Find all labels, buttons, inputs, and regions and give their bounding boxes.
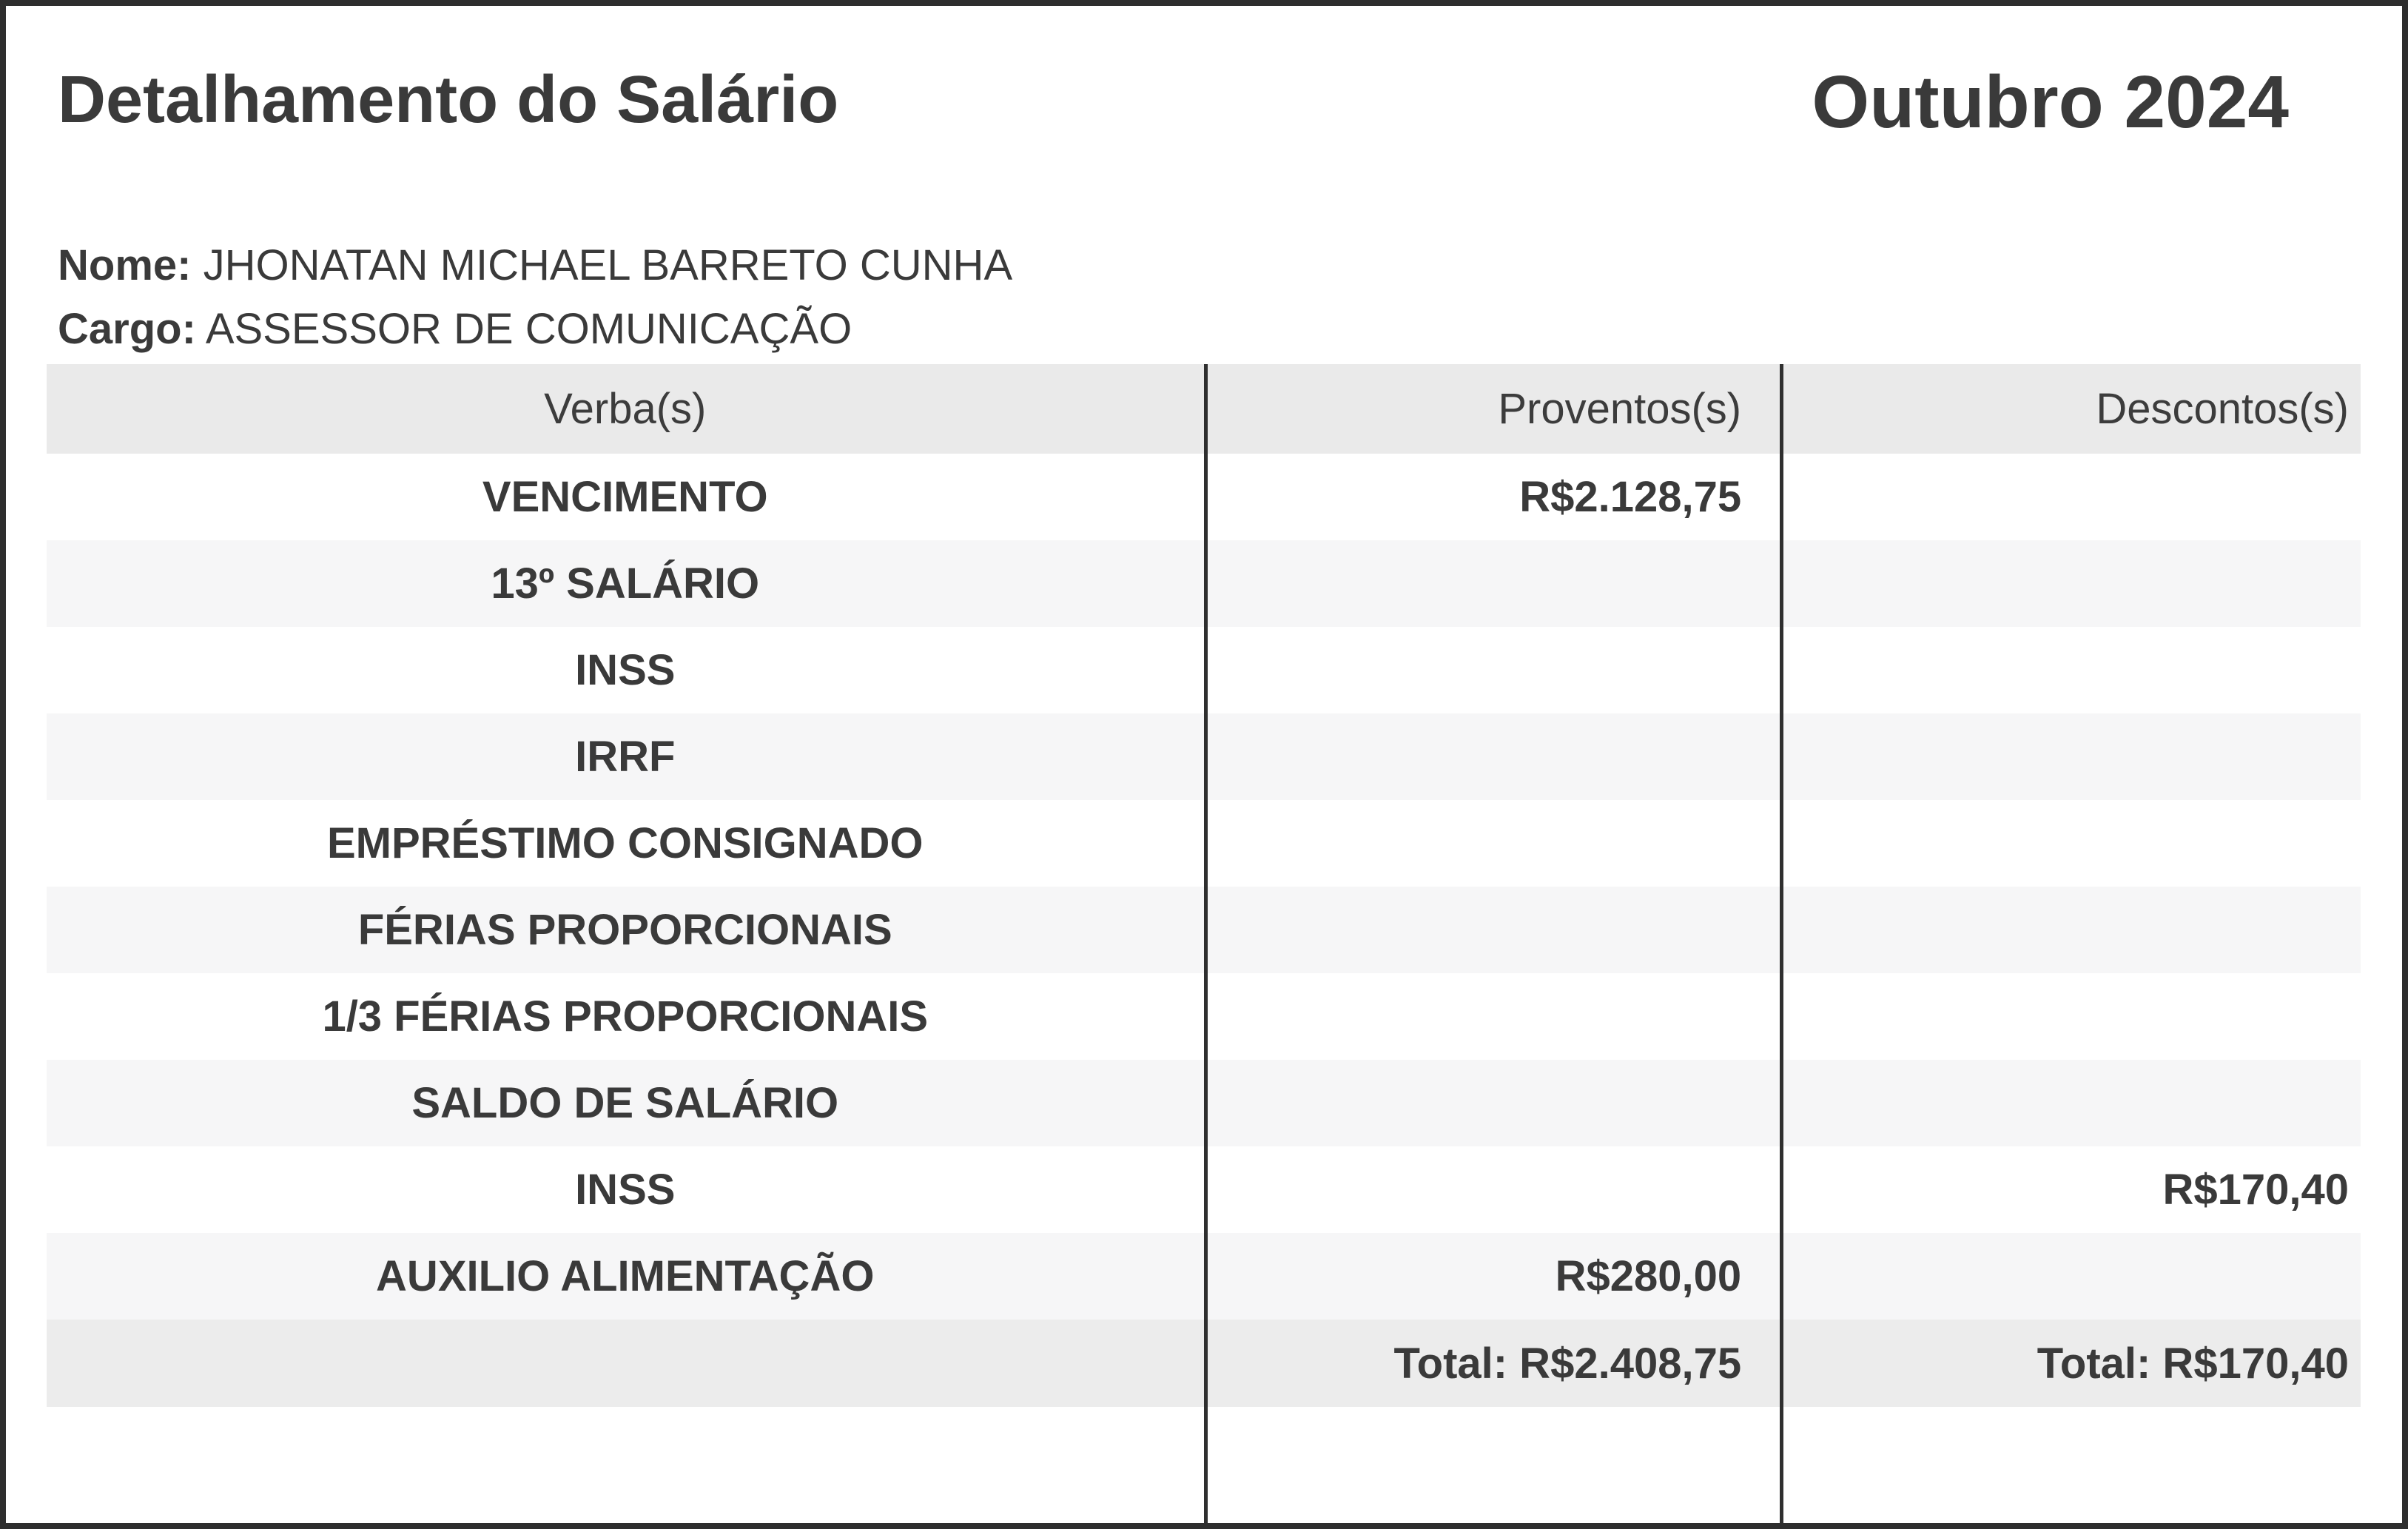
proventos-cell <box>1204 800 1780 887</box>
descontos-cell <box>1780 713 2361 800</box>
salary-table <box>47 364 2361 1523</box>
table-row <box>47 713 2361 800</box>
total-proventos-cell <box>1204 1320 1780 1407</box>
table-total-row <box>47 1320 2361 1407</box>
verba-cell: FÉRIAS PROPORCIONAIS <box>357 906 892 954</box>
descontos-cell <box>1780 1146 2361 1233</box>
descontos-cell <box>1780 1060 2361 1146</box>
descontos-cell <box>1780 887 2361 973</box>
employee-role-line <box>58 298 2402 361</box>
proventos-cell <box>1204 540 1780 627</box>
employee-info <box>6 234 2402 361</box>
table-row <box>47 454 2361 540</box>
proventos-cell <box>1204 627 1780 713</box>
verba-cell: AUXILIO ALIMENTAÇÃO <box>376 1252 875 1300</box>
table-row <box>47 1060 2361 1146</box>
verba-cell: INSS <box>575 646 676 694</box>
table-row <box>47 1146 2361 1233</box>
spacer-cell <box>47 1407 1204 1523</box>
column-header-verba: Verba(s) <box>544 385 707 433</box>
table-footer-spacer <box>47 1407 2361 1523</box>
proventos-cell <box>1204 1146 1780 1233</box>
table-row <box>47 887 2361 973</box>
proventos-cell <box>1204 1060 1780 1146</box>
page-header <box>6 6 2402 144</box>
verba-cell: 13º SALÁRIO <box>491 559 760 608</box>
verba-cell: 1/3 FÉRIAS PROPORCIONAIS <box>322 992 929 1041</box>
verba-cell: INSS <box>575 1166 676 1214</box>
descontos-cell <box>1780 627 2361 713</box>
page-title: Detalhamento do Salário <box>58 63 839 137</box>
descontos-value: R$170,40 <box>2162 1166 2349 1214</box>
descontos-cell <box>1780 800 2361 887</box>
table-row <box>47 800 2361 887</box>
name-value: JHONATAN MICHAEL BARRETO CUNHA <box>203 241 1013 289</box>
proventos-value: R$2.128,75 <box>1519 473 1742 521</box>
table-row <box>47 973 2361 1060</box>
employee-name-line <box>58 234 2402 298</box>
role-value: ASSESSOR DE COMUNICAÇÃO <box>205 305 852 353</box>
table-row <box>47 1233 2361 1320</box>
proventos-cell <box>1204 1233 1780 1320</box>
spacer-cell <box>1204 1407 1780 1523</box>
spacer-cell <box>1780 1407 2361 1523</box>
total-descontos-value: Total: R$170,40 <box>2037 1339 2349 1388</box>
descontos-cell <box>1780 540 2361 627</box>
role-label: Cargo: <box>58 305 196 353</box>
column-header-proventos: Proventos(s) <box>1204 364 1780 454</box>
verba-cell: EMPRÉSTIMO CONSIGNADO <box>326 819 924 867</box>
total-proventos-value: Total: R$2.408,75 <box>1393 1339 1742 1388</box>
verba-cell: SALDO DE SALÁRIO <box>411 1079 839 1127</box>
descontos-cell <box>1780 973 2361 1060</box>
proventos-cell <box>1204 454 1780 540</box>
proventos-cell <box>1204 973 1780 1060</box>
verba-cell: IRRF <box>575 733 676 781</box>
verba-cell: VENCIMENTO <box>482 473 768 521</box>
proventos-value: R$280,00 <box>1555 1252 1742 1300</box>
total-empty-cell <box>47 1320 1204 1407</box>
table-header-row <box>47 364 2361 454</box>
descontos-cell <box>1780 1233 2361 1320</box>
table-row <box>47 540 2361 627</box>
total-descontos-cell <box>1780 1320 2361 1407</box>
period-label: Outubro 2024 <box>1812 61 2289 144</box>
descontos-cell <box>1780 454 2361 540</box>
proventos-cell <box>1204 887 1780 973</box>
column-header-descontos: Descontos(s) <box>1780 364 2361 454</box>
table-body <box>47 454 2361 1320</box>
name-label: Nome: <box>58 241 192 289</box>
table-row <box>47 627 2361 713</box>
proventos-cell <box>1204 713 1780 800</box>
